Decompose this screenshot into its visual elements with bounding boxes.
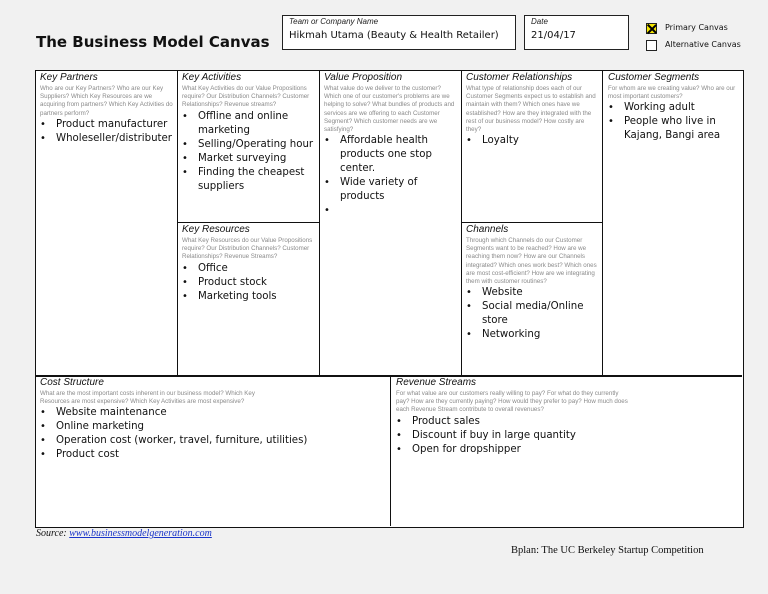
block-key-activities[interactable]: [182, 72, 317, 222]
block-items: [396, 415, 740, 457]
canvas-grid: [35, 70, 744, 528]
list-item[interactable]: • Marketing tools: [198, 290, 317, 304]
block-items: [40, 406, 386, 462]
list-item[interactable]: • Working adult: [624, 101, 740, 115]
block-items: [466, 134, 600, 148]
list-item[interactable]: • Finding the cheapest suppliers: [198, 166, 317, 194]
bplan-credit: Bplan: The UC Berkeley Startup Competition: [511, 545, 704, 556]
block-key-partners[interactable]: [40, 72, 174, 222]
list-item[interactable]: • Wholeseller/distributer: [56, 132, 174, 146]
block-prompt: What Key Activities do our Value Propositions require? Our Distribution Channels? Customer Relationships? Revenue streams?: [182, 85, 310, 109]
date-label: Date: [531, 17, 548, 26]
primary-canvas-checkbox[interactable]: [646, 23, 657, 34]
block-title: Key Activities: [182, 72, 242, 83]
block-items: [608, 101, 740, 143]
block-title: Key Resources: [182, 224, 250, 235]
block-prompt: For what value are our customers really willing to pay? For what do they currently pay? How are they currently paying? How would they prefer to pay? How much does each Revenue Stream contribute to overall revenues?: [396, 390, 628, 414]
date-box: [524, 15, 629, 50]
divider: [319, 71, 320, 375]
list-item[interactable]: • Offline and online marketing: [198, 110, 317, 138]
block-customer-relationships[interactable]: [466, 72, 600, 222]
block-value-proposition[interactable]: [324, 72, 459, 374]
list-item[interactable]: • Website: [482, 286, 600, 300]
list-item[interactable]: • People who live in Kajang, Bangi area: [624, 115, 740, 143]
source-link[interactable]: www.businessmodelgeneration.com: [69, 528, 212, 539]
list-item[interactable]: • Social media/Online store: [482, 300, 600, 328]
divider: [177, 222, 319, 223]
block-prompt: What type of relationship does each of our Customer Segments expect us to establish and maintain with them? Which ones have we established? How are they integrated with the rest of our business model? How costly are they?: [466, 85, 596, 134]
primary-canvas-label: Primary Canvas: [665, 23, 728, 32]
block-cost-structure[interactable]: [40, 377, 386, 525]
source-line: [36, 528, 212, 539]
block-items: [324, 134, 459, 218]
block-title: Key Partners: [40, 72, 98, 83]
source-label: Source:: [36, 528, 67, 539]
team-name-value[interactable]: Hikmah Utama (Beauty & Health Retailer): [289, 30, 499, 41]
divider: [390, 375, 391, 526]
list-item[interactable]: • Discount if buy in large quantity: [412, 429, 740, 443]
list-item[interactable]: • Website maintenance: [56, 406, 386, 420]
block-items: [182, 110, 317, 194]
list-item[interactable]: • Wide variety of products: [340, 176, 459, 204]
block-key-resources[interactable]: [182, 224, 317, 374]
block-title: Value Proposition: [324, 72, 403, 83]
block-prompt: Through which Channels do our Customer Segments want to be reached? How are we reaching them now? How are our Channels integrated? Which ones work best? Which ones are most cost-efficient? How are we integrating them with customer routines?: [466, 237, 597, 286]
divider: [461, 222, 602, 223]
list-item[interactable]: • Networking: [482, 328, 600, 342]
divider: [602, 71, 603, 375]
divider: [177, 71, 178, 375]
list-item[interactable]: • Affordable health products one stop center.: [340, 134, 459, 176]
block-items: [40, 118, 174, 146]
list-item[interactable]: • Office: [198, 262, 317, 276]
date-value[interactable]: 21/04/17: [531, 30, 576, 41]
alternative-canvas-label: Alternative Canvas: [665, 40, 741, 49]
block-customer-segments[interactable]: [608, 72, 740, 374]
block-title: Channels: [466, 224, 509, 235]
block-title: Cost Structure: [40, 377, 104, 388]
list-item[interactable]: • Product sales: [412, 415, 740, 429]
list-item[interactable]: • Operation cost (worker, travel, furniture, utilities): [56, 434, 386, 448]
block-prompt: Who are our Key Partners? Who are our Key Suppliers? Which Key Resources are we acquiring from partners? Which Key Activities do partners perform?: [40, 85, 173, 117]
block-channels[interactable]: [466, 224, 600, 374]
block-items: [466, 286, 600, 342]
block-prompt: What Key Resources do our Value Propositions require? Our Distribution Channels? Customer Relationships? Revenue Streams?: [182, 237, 313, 261]
list-item[interactable]: • Product cost: [56, 448, 386, 462]
block-items: [182, 262, 317, 304]
block-title: Revenue Streams: [396, 377, 477, 388]
list-item[interactable]: [340, 204, 459, 218]
list-item[interactable]: • Product stock: [198, 276, 317, 290]
list-item[interactable]: • Online marketing: [56, 420, 386, 434]
list-item[interactable]: • Selling/Operating hour: [198, 138, 317, 152]
block-title: Customer Relationships: [466, 72, 573, 83]
page-title: The Business Model Canvas: [36, 33, 270, 51]
list-item[interactable]: • Loyalty: [482, 134, 600, 148]
block-prompt: What value do we deliver to the customer? Which one of our customer's problems are we helping to solve? What bundles of products and services are we offering to each Customer Segment? Which customer needs are we satisfying?: [324, 85, 455, 134]
block-title: Customer Segments: [608, 72, 700, 83]
list-item[interactable]: • Market surveying: [198, 152, 317, 166]
block-prompt: What are the most important costs inherent in our business model? Which Key Resources are most expensive? Which Key Activities are most expensive?: [40, 390, 255, 406]
team-name-label: Team or Company Name: [289, 17, 379, 26]
divider: [461, 71, 462, 375]
list-item[interactable]: • Product manufacturer: [56, 118, 174, 132]
team-name-box: [282, 15, 516, 50]
alternative-canvas-checkbox[interactable]: [646, 40, 657, 51]
block-revenue-streams[interactable]: [396, 377, 740, 525]
list-item[interactable]: • Open for dropshipper: [412, 443, 740, 457]
block-prompt: For whom are we creating value? Who are our most important customers?: [608, 85, 736, 101]
